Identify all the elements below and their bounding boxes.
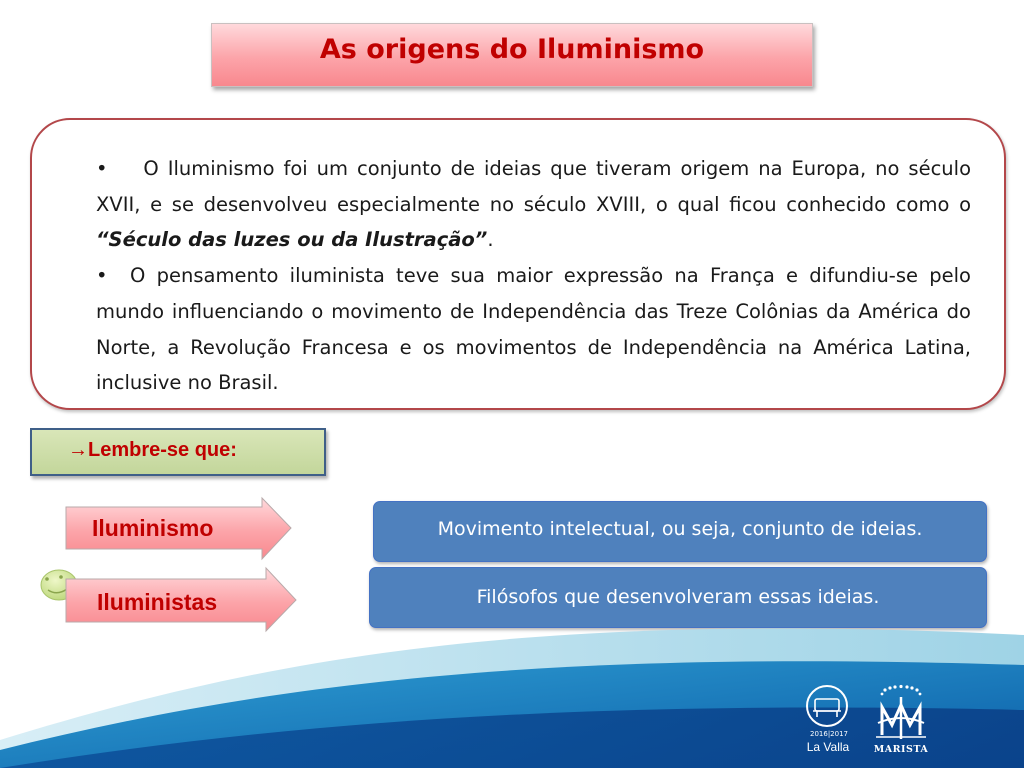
term-arrow-iluminismo (64, 497, 294, 561)
paragraph-1-end: . (487, 228, 494, 252)
main-text-box (30, 118, 1006, 410)
remember-box (30, 428, 326, 476)
term-label: Iluministas (97, 589, 218, 615)
paragraph-1 (96, 151, 971, 258)
marista-name: MARISTA (873, 744, 929, 755)
title-banner (211, 23, 813, 87)
arrow-right-icon: → (68, 439, 88, 461)
paragraph-1-text: O Iluminismo foi um conjunto de ideias que tiveram origem na Europa, no século XVII, e se desenvolveu especialmente no século XVIII, o qual ficou conhecido como o (96, 157, 972, 216)
remember-label-text: Lembre-se que: (88, 439, 237, 461)
remember-label (68, 439, 237, 462)
la-valla-name: La Valla (806, 740, 850, 754)
bullet-2: • (96, 264, 108, 288)
la-valla-year: 2016|2017 (810, 730, 848, 738)
definition-text: Movimento intelectual, ou seja, conjunto de ideias. (437, 518, 923, 540)
bullet-1: • (96, 157, 108, 180)
page-title: As origens do Iluminismo (319, 33, 705, 65)
definition-box (369, 567, 987, 628)
definition-box (373, 501, 987, 562)
paragraph-2-text: O pensamento iluminista teve sua maior expressão na França e difundiu-se pelo mundo influenciando o movimento de Independência das Treze Colônias da América do Norte, a Revolução Francesa e os movimentos de Independência na América Latina, inclusive no Brasil. (96, 264, 971, 395)
la-valla-logo (800, 683, 854, 763)
marista-emblem-icon (868, 683, 934, 743)
definition-text: Filósofos que desenvolveram essas ideias. (476, 586, 880, 608)
paragraph-2 (96, 258, 971, 401)
marista-logo (868, 683, 934, 763)
la-valla-emblem-icon (800, 683, 854, 731)
main-text (96, 151, 971, 401)
paragraph-1-emphasis: “Século das luzes ou da Ilustração” (96, 228, 488, 252)
term-label: Iluminismo (92, 515, 214, 541)
